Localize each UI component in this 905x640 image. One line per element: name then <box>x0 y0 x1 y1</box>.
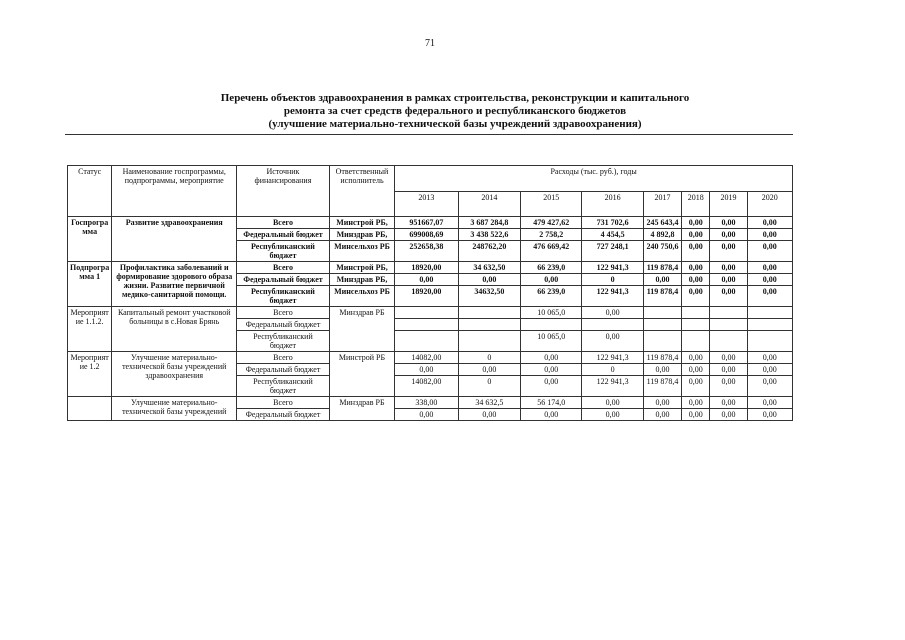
value-cell: 119 878,4 <box>643 352 681 364</box>
value-cell: 0,00 <box>747 286 792 307</box>
header-year: 2020 <box>747 191 792 217</box>
row-executor: Минсельхоз РБ <box>329 286 394 307</box>
value-cell: 0,00 <box>395 274 458 286</box>
value-cell: 0,00 <box>582 331 643 352</box>
value-cell <box>458 307 520 319</box>
value-cell: 0,00 <box>710 397 747 409</box>
header-year: 2018 <box>682 191 710 217</box>
value-cell: 245 643,4 <box>643 217 681 229</box>
value-cell: 0,00 <box>521 364 582 376</box>
value-cell: 0,00 <box>682 364 710 376</box>
value-cell <box>710 319 747 331</box>
title-line-1: Перечень объектов здравоохранения в рамках строительства, реконструкции и капитального <box>220 92 690 104</box>
header-source: Источник финансирования <box>237 166 330 217</box>
value-cell: 34 632,5 <box>458 397 520 409</box>
value-cell: 10 065,0 <box>521 307 582 319</box>
header-expenses: Расходы (тыс. руб.), годы <box>395 166 793 192</box>
value-cell: 0,00 <box>747 241 792 262</box>
row-source: Республиканский бюджет <box>237 331 330 352</box>
value-cell: 0,00 <box>710 376 747 397</box>
value-cell: 119 878,4 <box>643 262 681 274</box>
row-status: Госпрограмма <box>68 217 112 262</box>
value-cell: 34632,50 <box>458 286 520 307</box>
table-row <box>68 217 793 229</box>
value-cell: 0,00 <box>747 397 792 409</box>
value-cell <box>682 331 710 352</box>
row-executor: Минсельхоз РБ <box>329 241 394 262</box>
header-year: 2017 <box>643 191 681 217</box>
value-cell: 3 687 284,8 <box>458 217 520 229</box>
value-cell: 18920,00 <box>395 286 458 307</box>
value-cell: 122 941,3 <box>582 352 643 364</box>
value-cell: 0,00 <box>643 397 681 409</box>
value-cell: 0,00 <box>710 364 747 376</box>
value-cell <box>710 331 747 352</box>
value-cell: 18920,00 <box>395 262 458 274</box>
value-cell <box>747 307 792 319</box>
value-cell: 0 <box>458 352 520 364</box>
value-cell: 0,00 <box>521 376 582 397</box>
value-cell: 56 174,0 <box>521 397 582 409</box>
table-row <box>68 352 793 364</box>
value-cell: 3 438 522,6 <box>458 229 520 241</box>
value-cell: 699008,69 <box>395 229 458 241</box>
row-source: Федеральный бюджет <box>237 364 330 376</box>
value-cell: 0,00 <box>747 262 792 274</box>
value-cell: 0,00 <box>458 274 520 286</box>
value-cell: 0,00 <box>682 274 710 286</box>
value-cell: 248762,20 <box>458 241 520 262</box>
value-cell <box>643 331 681 352</box>
header-year: 2013 <box>395 191 458 217</box>
value-cell: 338,00 <box>395 397 458 409</box>
value-cell: 34 632,50 <box>458 262 520 274</box>
title-line-3: (улучшение материально-технической базы учреждений здравоохранения) <box>268 118 642 130</box>
value-cell <box>395 319 458 331</box>
row-source: Федеральный бюджет <box>237 274 330 286</box>
value-cell: 0,00 <box>682 352 710 364</box>
value-cell: 0,00 <box>710 274 747 286</box>
value-cell: 0,00 <box>747 217 792 229</box>
value-cell: 0,00 <box>458 364 520 376</box>
title-underline <box>65 134 793 135</box>
value-cell: 119 878,4 <box>643 286 681 307</box>
header-year: 2014 <box>458 191 520 217</box>
value-cell: 0,00 <box>747 229 792 241</box>
row-source: Республиканский бюджет <box>237 241 330 262</box>
value-cell: 731 702,6 <box>582 217 643 229</box>
row-source: Федеральный бюджет <box>237 409 330 421</box>
row-executor: Минстрой РБ, <box>329 262 394 274</box>
value-cell: 0,00 <box>710 217 747 229</box>
row-name: Улучшение материально-технической базы учреждений <box>112 397 237 421</box>
value-cell: 119 878,4 <box>643 376 681 397</box>
value-cell: 0 <box>458 376 520 397</box>
value-cell: 0,00 <box>395 409 458 421</box>
table-row <box>68 262 793 274</box>
value-cell: 4 892,8 <box>643 229 681 241</box>
value-cell: 122 941,3 <box>582 262 643 274</box>
row-source: Федеральный бюджет <box>237 319 330 331</box>
document-title <box>110 92 800 131</box>
header-name: Наименование госпрограммы, подпрограммы, мероприятие <box>112 166 237 217</box>
row-status <box>68 397 112 421</box>
row-source: Всего <box>237 217 330 229</box>
value-cell: 0,00 <box>710 409 747 421</box>
row-name: Профилактика заболеваний и формирование здорового образа жизни. Развитие первичной медико-санитарной помощи. <box>112 262 237 307</box>
row-source: Республиканский бюджет <box>237 286 330 307</box>
value-cell <box>395 307 458 319</box>
row-source: Всего <box>237 262 330 274</box>
value-cell: 240 750,6 <box>643 241 681 262</box>
value-cell: 0,00 <box>682 409 710 421</box>
value-cell: 0,00 <box>582 409 643 421</box>
row-status: Мероприятие 1.1.2. <box>68 307 112 352</box>
row-source: Всего <box>237 397 330 409</box>
value-cell: 0,00 <box>521 409 582 421</box>
header-year: 2016 <box>582 191 643 217</box>
value-cell: 122 941,3 <box>582 286 643 307</box>
value-cell: 122 941,3 <box>582 376 643 397</box>
value-cell: 2 758,2 <box>521 229 582 241</box>
value-cell <box>521 319 582 331</box>
row-executor: Минстрой РБ <box>329 352 394 397</box>
value-cell: 14082,00 <box>395 376 458 397</box>
value-cell <box>747 319 792 331</box>
header-year: 2015 <box>521 191 582 217</box>
row-source: Республиканский бюджет <box>237 376 330 397</box>
value-cell: 0,00 <box>747 364 792 376</box>
value-cell: 0,00 <box>458 409 520 421</box>
value-cell: 0,00 <box>521 274 582 286</box>
row-source: Федеральный бюджет <box>237 229 330 241</box>
expenses-table <box>67 165 793 421</box>
row-source: Всего <box>237 307 330 319</box>
value-cell: 0,00 <box>747 274 792 286</box>
value-cell: 14082,00 <box>395 352 458 364</box>
value-cell <box>582 319 643 331</box>
value-cell: 0,00 <box>643 274 681 286</box>
row-executor: Минстрой РБ, <box>329 217 394 229</box>
row-name: Развитие здравоохранения <box>112 217 237 262</box>
page-number: 71 <box>425 38 435 49</box>
value-cell <box>682 307 710 319</box>
value-cell: 10 065,0 <box>521 331 582 352</box>
value-cell: 0,00 <box>682 376 710 397</box>
value-cell: 0 <box>582 274 643 286</box>
value-cell <box>710 307 747 319</box>
value-cell <box>458 319 520 331</box>
value-cell: 479 427,62 <box>521 217 582 229</box>
value-cell: 0,00 <box>682 241 710 262</box>
value-cell: 0,00 <box>682 262 710 274</box>
header-executor: Ответственный исполнитель <box>329 166 394 217</box>
value-cell <box>682 319 710 331</box>
value-cell: 951667,07 <box>395 217 458 229</box>
value-cell: 0,00 <box>395 364 458 376</box>
value-cell: 0,00 <box>643 364 681 376</box>
value-cell: 0,00 <box>682 286 710 307</box>
table-row <box>68 307 793 319</box>
value-cell <box>643 307 681 319</box>
value-cell: 0,00 <box>682 217 710 229</box>
title-line-2: ремонта за счет средств федерального и республиканского бюджетов <box>283 105 627 117</box>
row-executor: Минздрав РБ <box>329 397 394 421</box>
value-cell <box>747 331 792 352</box>
header-year: 2019 <box>710 191 747 217</box>
value-cell: 0,00 <box>521 352 582 364</box>
value-cell <box>643 319 681 331</box>
row-name: Капитальный ремонт участковой больницы в с.Новая Брянь <box>112 307 237 352</box>
row-executor: Минздрав РБ, <box>329 274 394 286</box>
value-cell: 66 239,0 <box>521 286 582 307</box>
row-source: Всего <box>237 352 330 364</box>
header-status: Статус <box>68 166 112 217</box>
value-cell: 0,00 <box>643 409 681 421</box>
value-cell: 4 454,5 <box>582 229 643 241</box>
row-name: Улучшение материально-технической базы учреждений здравоохранения <box>112 352 237 397</box>
row-status: Мероприятие 1.2 <box>68 352 112 397</box>
value-cell: 252658,38 <box>395 241 458 262</box>
value-cell <box>458 331 520 352</box>
value-cell: 0,00 <box>582 397 643 409</box>
value-cell: 0,00 <box>682 397 710 409</box>
value-cell: 727 248,1 <box>582 241 643 262</box>
value-cell <box>395 331 458 352</box>
value-cell: 0,00 <box>710 286 747 307</box>
value-cell: 0,00 <box>710 229 747 241</box>
value-cell: 0,00 <box>582 307 643 319</box>
value-cell: 0,00 <box>747 409 792 421</box>
value-cell: 0,00 <box>682 229 710 241</box>
value-cell: 66 239,0 <box>521 262 582 274</box>
row-executor: Минздрав РБ <box>329 307 394 352</box>
value-cell: 0,00 <box>747 352 792 364</box>
value-cell: 0,00 <box>710 352 747 364</box>
row-status: Подпрограмма 1 <box>68 262 112 307</box>
table-row <box>68 397 793 409</box>
value-cell: 0,00 <box>710 241 747 262</box>
row-executor: Минздрав РБ, <box>329 229 394 241</box>
value-cell: 0 <box>582 364 643 376</box>
value-cell: 476 669,42 <box>521 241 582 262</box>
value-cell: 0,00 <box>710 262 747 274</box>
value-cell: 0,00 <box>747 376 792 397</box>
